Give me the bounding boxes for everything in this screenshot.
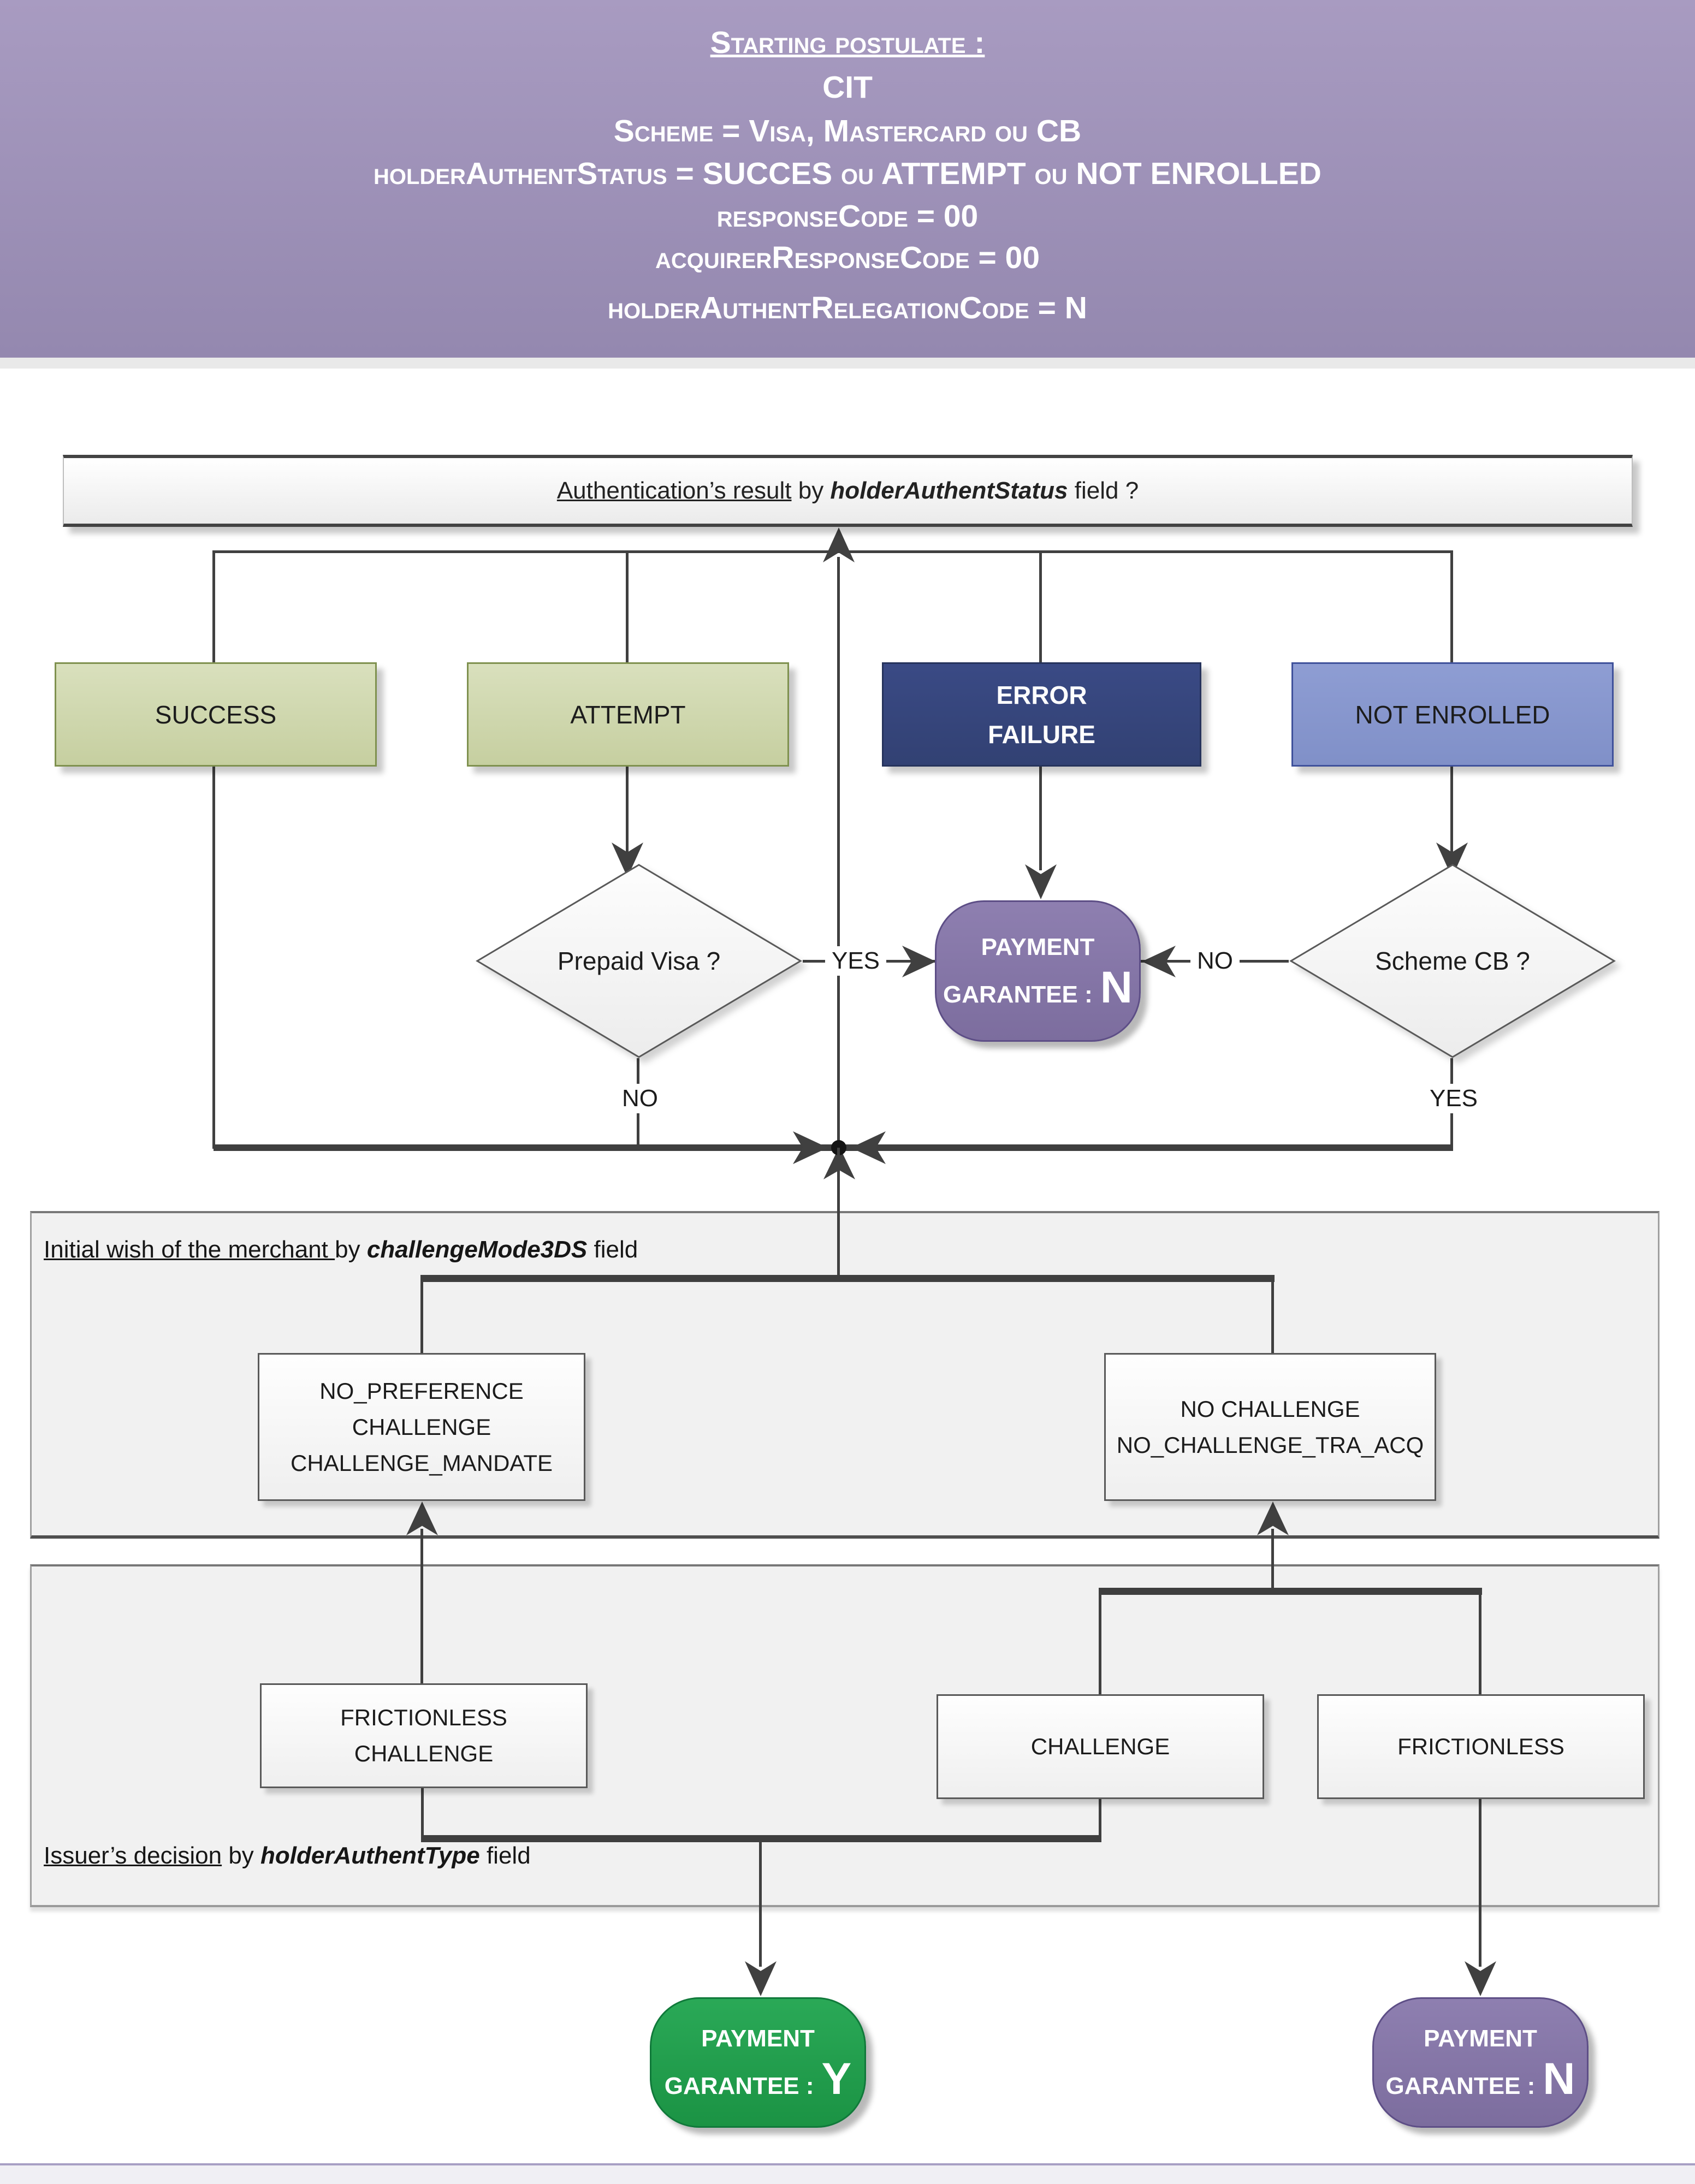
option-box-frictionless [1317, 1694, 1645, 1799]
header-divider [0, 358, 1695, 369]
attempt-to-diamond-line [626, 767, 629, 854]
authentication-result-question-text [557, 477, 1139, 505]
header-line-cit: CIT [822, 70, 873, 105]
scheme-cb-label: Scheme CB ? [1375, 947, 1530, 975]
branch-to-no-preference [420, 1281, 423, 1353]
no-challenge-line2: NO_CHALLENGE_TRA_ACQ [1116, 1432, 1424, 1458]
status-error-label-line2: FAILURE [988, 720, 1095, 749]
edge-label-no-prepaid: NO [615, 1084, 665, 1113]
outcome-top-value: N [1100, 963, 1133, 1012]
issuer-label-underlined: Issuer’s decision [44, 1842, 222, 1869]
bottom-strip [0, 2165, 1695, 2184]
outcome-y-line1: PAYMENT [701, 2025, 815, 2052]
prepaid-visa-label: Prepaid Visa ? [557, 947, 721, 975]
to-payment-y-line [759, 1841, 762, 1967]
header-line-authent-status: holderAuthentStatus = SUCCES ou ATTEMPT ou NOT ENROLLED [374, 156, 1321, 191]
status-box-success [55, 662, 377, 767]
outcome-payment-garantee-n-bottom [1372, 1997, 1589, 2128]
header-line-response-code: responseCode = 00 [716, 199, 979, 234]
status-box-error-failure [882, 662, 1201, 767]
merchant-label-underlined: Initial wish of the merchant [44, 1236, 335, 1263]
edge-label-no-scheme: NO [1190, 946, 1240, 976]
stub-not-enrolled [1450, 550, 1453, 662]
status-not-enrolled-label: NOT ENROLLED [1355, 700, 1550, 729]
bar-to-challenge-line [1099, 1594, 1101, 1694]
outcome-n-garantee: GARANTEE : [1385, 2073, 1536, 2099]
option-box-challenge [937, 1694, 1264, 1799]
success-to-merge-line [212, 767, 215, 1149]
question-underlined: Authentication’s result [556, 477, 792, 504]
status-box-attempt [467, 662, 789, 767]
option-box-frictionless-challenge [260, 1683, 588, 1788]
issuer-label-tail: field [479, 1842, 531, 1869]
issuer-label-mid: by [222, 1842, 261, 1869]
not-enrolled-to-diamond-line [1450, 767, 1453, 854]
issuer-branch-bar [1099, 1588, 1482, 1595]
outcome-n-line2 [1385, 2054, 1575, 2104]
outcome-n-value: N [1543, 2054, 1575, 2104]
decision-prepaid-visa [475, 863, 803, 1059]
decision-scheme-cb [1289, 863, 1616, 1059]
outcome-y-value: Y [821, 2054, 852, 2104]
no-challenge-down-line [1271, 1529, 1274, 1594]
outcome-y-line2 [664, 2054, 852, 2104]
bar-to-frictionless-line [1479, 1594, 1481, 1694]
junction-to-branch-line [837, 1148, 840, 1281]
no-preference-line2: CHALLENGE [352, 1414, 491, 1440]
frictionless-label: FRICTIONLESS [1397, 1734, 1564, 1759]
outcome-top-line1: PAYMENT [981, 934, 1095, 960]
edge-label-yes-scheme: YES [1423, 1084, 1484, 1113]
merchant-wish-section-label [44, 1236, 638, 1263]
error-to-payment-line [1039, 767, 1042, 870]
starting-postulate-header [0, 0, 1695, 358]
outcome-n-line1: PAYMENT [1424, 2025, 1537, 2052]
frictionless-challenge-line2: CHALLENGE [354, 1741, 494, 1766]
outcome-y-garantee: GARANTEE : [664, 2073, 814, 2099]
question-tail: field ? [1068, 477, 1139, 504]
authentication-result-question-box [63, 455, 1633, 527]
header-title: Starting postulate : [710, 25, 985, 60]
outcome-top-line2 [943, 963, 1133, 1012]
frictionless-challenge-up-line [420, 1529, 423, 1683]
frictionless-challenge-down-line [421, 1787, 424, 1841]
no-preference-line1: NO_PREFERENCE [319, 1378, 524, 1404]
stub-error [1039, 550, 1042, 662]
issuer-label-field: holderAuthentType [260, 1842, 480, 1869]
status-error-label-line1: ERROR [996, 680, 1087, 709]
merchant-label-tail: field [587, 1236, 638, 1263]
merge-to-question-line [837, 557, 840, 1148]
option-box-no-preference [258, 1353, 585, 1501]
header-line-scheme: Scheme = Visa, Mastercard ou CB [613, 114, 1082, 149]
frictionless-to-payment-n-line [1479, 1798, 1481, 1967]
status-success-label: SUCCESS [155, 700, 277, 729]
challenge-label: CHALLENGE [1030, 1734, 1170, 1759]
header-line-relegation-code: holderAuthentRelegationCode = N [608, 290, 1087, 325]
stub-success [212, 550, 215, 662]
outcome-payment-garantee-y [650, 1997, 866, 2128]
status-attempt-label: ATTEMPT [570, 700, 686, 729]
frictionless-challenge-line1: FRICTIONLESS [340, 1705, 507, 1730]
header-line-acquirer-response-code: acquirerResponseCode = 00 [655, 240, 1040, 275]
option-box-no-challenge [1104, 1353, 1436, 1501]
branch-to-no-challenge [1271, 1281, 1274, 1353]
issuer-decision-section-label [44, 1842, 531, 1870]
merchant-branch-bar [420, 1275, 1275, 1282]
outcome-top-garantee: GARANTEE : [943, 981, 1093, 1008]
merchant-label-field: challengeMode3DS [366, 1236, 588, 1263]
question-field: holderAuthentStatus [830, 477, 1068, 504]
stub-attempt [626, 550, 629, 662]
outcome-payment-garantee-n-top [935, 900, 1141, 1042]
merchant-label-mid: by [335, 1236, 367, 1263]
question-mid: by [791, 477, 831, 504]
status-box-not-enrolled [1291, 662, 1614, 767]
no-challenge-line1: NO CHALLENGE [1180, 1396, 1360, 1422]
edge-label-yes-prepaid: YES [825, 946, 886, 976]
no-preference-line3: CHALLENGE_MANDATE [290, 1450, 553, 1476]
